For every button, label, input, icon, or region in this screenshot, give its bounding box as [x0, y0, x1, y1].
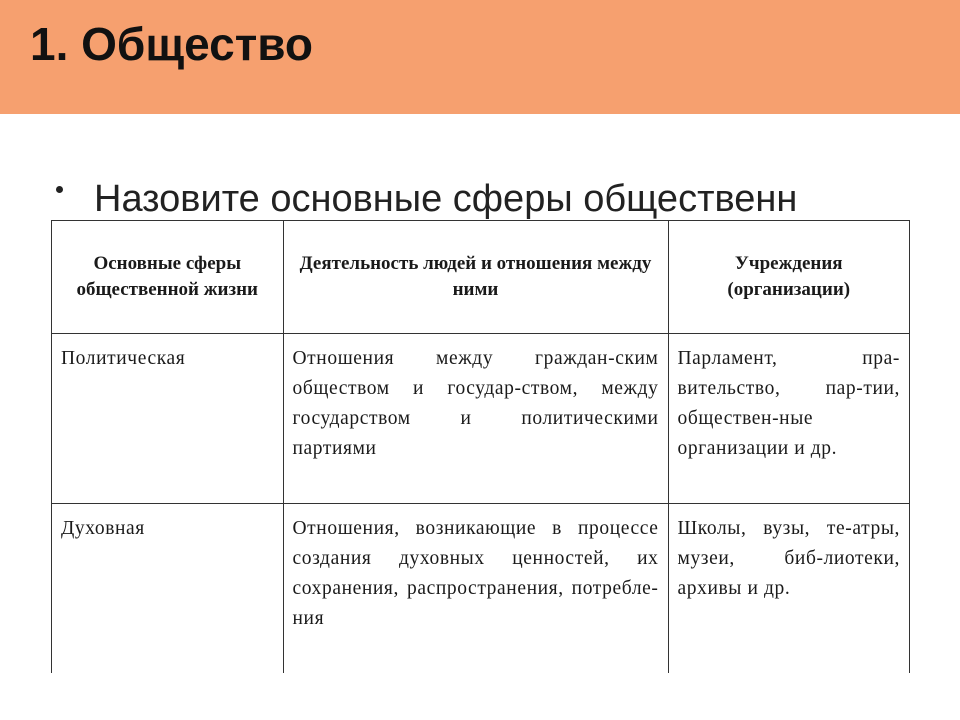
cell-activity: Отношения между граждан-ским обществом и государ-ством, между государством и политическими партиями: [283, 333, 668, 503]
question-text: Назовите основные сферы общественн: [94, 178, 798, 220]
slide-title: 1. Общество: [30, 18, 314, 70]
spheres-table: [52, 221, 909, 673]
spheres-table-wrapper: [51, 220, 910, 673]
cell-sphere: Политическая: [52, 333, 283, 503]
header-institutions: Учреждения (организации): [668, 221, 909, 333]
header-activity: Деятельность людей и отношения между ними: [283, 221, 668, 333]
table-header-row: [52, 221, 909, 333]
table-row: [52, 333, 909, 503]
bullet-dot-icon: [56, 186, 63, 193]
cell-sphere: Духовная: [52, 503, 283, 673]
cell-institutions: Школы, вузы, те-атры, музеи, биб-лиотеки, архивы и др.: [677, 517, 900, 599]
table-row: [52, 503, 909, 673]
cell-institutions: Парламент, пра-вительство, пар-тии, обществен-ные организации и др.: [668, 333, 909, 503]
cell-activity: Отношения, возникающие в процессе создания духовных ценностей, их сохранения, распространения, потребле-ния: [283, 503, 668, 673]
header-spheres: Основные сферы общественной жизни: [52, 221, 283, 333]
title-band: [0, 0, 960, 114]
